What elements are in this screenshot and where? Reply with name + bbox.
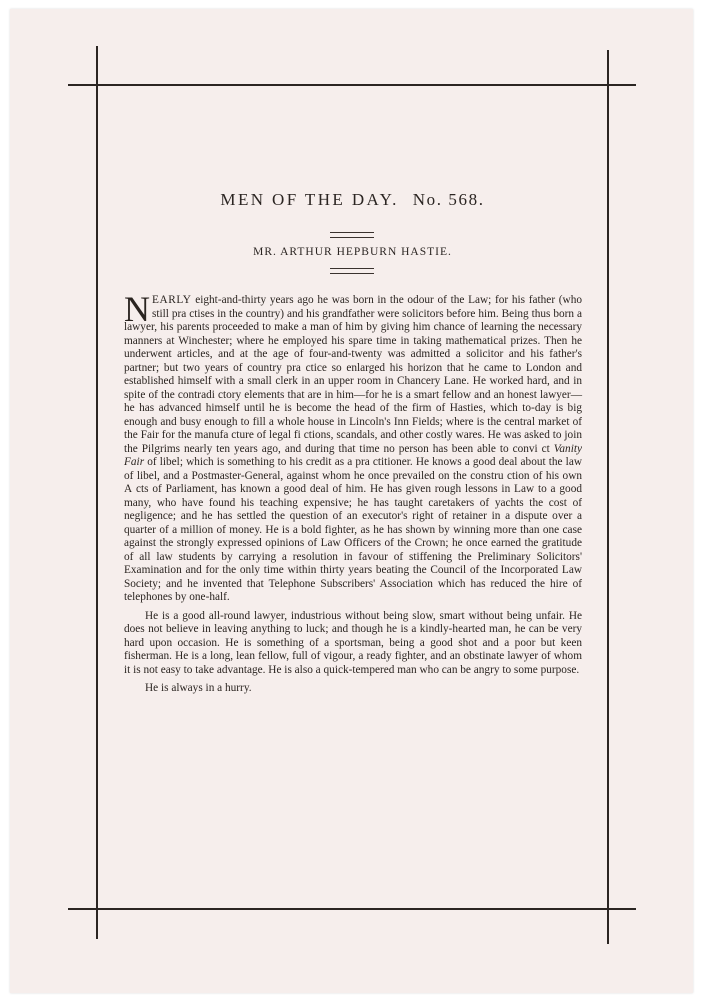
article-paragraph-3: He is always in a hurry. — [145, 682, 252, 694]
frame-rule-left — [96, 46, 98, 939]
series-title — [98, 190, 607, 210]
frame-rule-right — [607, 50, 609, 944]
subject-divider — [330, 268, 374, 274]
frame-rule-top — [68, 84, 636, 86]
publication-title: Vanity Fair — [124, 442, 582, 468]
frame-rule-bottom — [68, 908, 636, 910]
article-paragraph-1 — [124, 289, 582, 605]
series-title-text: MEN OF THE DAY. — [220, 190, 399, 209]
article-paragraph-2: He is a good all-round lawyer, industrious without being slow, smart without being unfair. He does not believe in leaving anything to luck; and though he is a kindly-hearted man, he can be very hard upon occasion. He is something of a sportsman, being a good shot and a poor but keen fisherman. He is a long, lean fellow, full of vigour, a ready fighter, and an obstinate lawyer of whom it is not easy to take advantage. He is also a quick-tempered man who can be angry to some purpose. — [124, 609, 582, 676]
issue-number: No. 568. — [412, 190, 485, 209]
lead-caps: EARLY — [152, 294, 192, 306]
subject-name: MR. ARTHUR HEPBURN HASTIE. — [253, 246, 452, 258]
title-divider — [330, 232, 374, 238]
drop-cap: N — [124, 289, 150, 329]
paragraph-1-text: eight-and-thirty years ago he was born in the odour of the Law; for his father (who still pra ctises in the country) and his grandfather were solicitors before him. Being thus born a lawyer, his parents proceeded to make a man of him by giving him chance of learning the necessary manners at Winchester; where he employed his spare time in taking mathematical prizes. Then he underwent articles, and at the age of four-and-twenty was admitted a solicitor and his father's partner; but two years of country pra ctice so enlarged his horizon that he came to London and established himself with a small clerk in an upper room in Chancery Lane. He worked hard, and in spite of the contradi ctory elements that are in him—for he is a smart fellow and an honest lawyer—he has advanced himself until he is become the head of the firm of Hasties, which to-day is big enough and busy enough to fill a whole house in Lincoln's Inn Fields; where is the central market of the Fair for the manufa cture of legal fi ctions, scandals, and other costly wares. He was asked to join the Pilgrims nearly ten years ago, and during that time no person has been able to convi ct Vanity Fair of libel; which is something to his credit as a pra ctitioner. He knows a good deal about the law of libel, and a Postmaster-General, against whom he once prevailed on the constru ction of his own A cts of Parliament, has known a good deal of him. He has given rough lessons in Law to a good many, who have found his teaching expensive; he has taught caretakers of yachts the cost of negligence; and he has settled the question of an executor's right of retainer in a dispute over a quarter of a million of money. He is a bold fighter, as he has shown by winning more than one case against the strongly expressed opinions of Law Officers of the Crown; he once earned the gratitude of all law students by carrying a resolution in favour of stiffening the Preliminary Solicitors' Examination and for the only time within thirty years beating the Council of the Incorporated Law Society; and he invented that Telephone Subscribers' Association which has reduced the hire of telephones by one-half. — [124, 294, 582, 603]
article-body — [124, 289, 582, 696]
